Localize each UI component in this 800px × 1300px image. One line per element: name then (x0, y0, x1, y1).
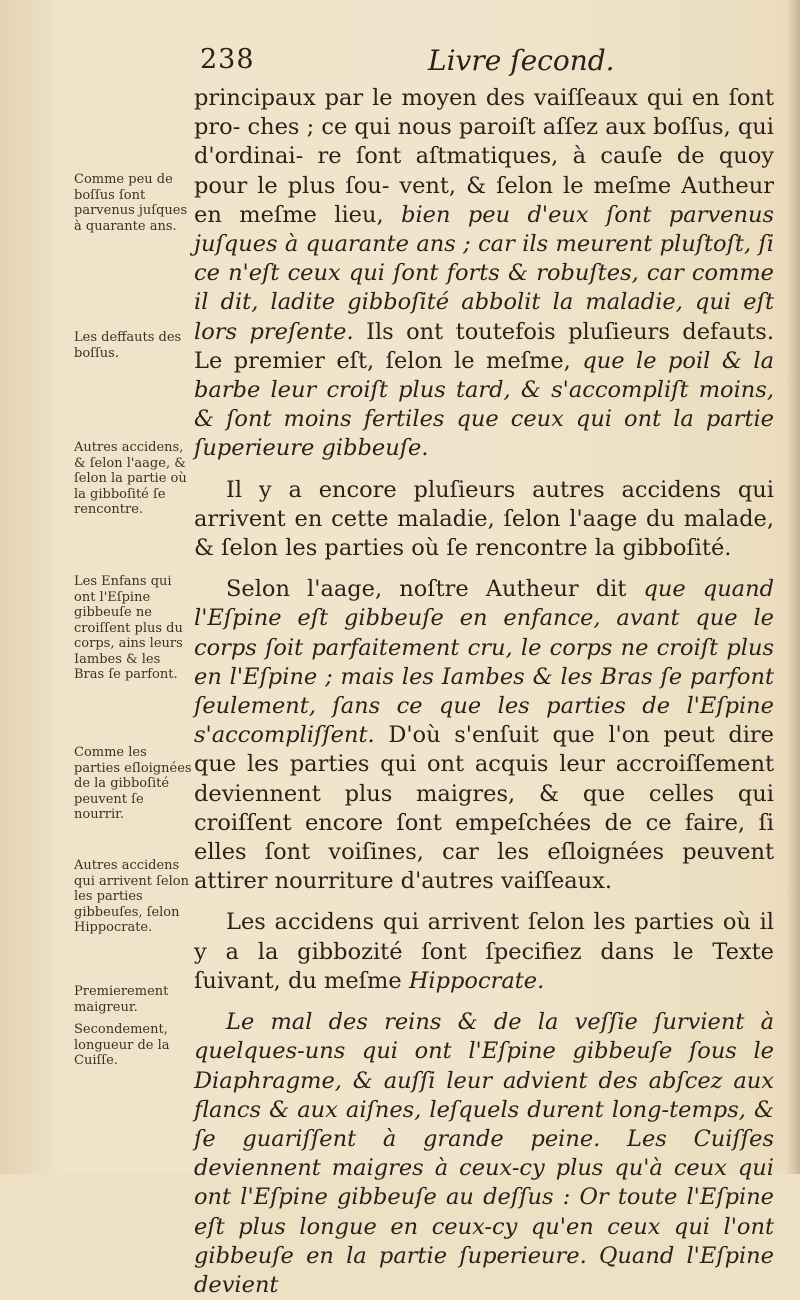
paragraph-1 (194, 84, 774, 464)
author-name: Hippocrate. (408, 967, 545, 994)
text-run: Selon l'aage, noſtre Autheur dit (226, 576, 644, 603)
margin-note-3: Autres accidens, & ſelon l'aage, & ſelon la partie où la gibboſité ſe rencontre. (74, 440, 187, 517)
running-head: Livre ſecond. (428, 44, 615, 77)
text-line: re ſont aſtmatiques, à cauſe de quoy pour le plus ſou- (194, 143, 774, 199)
paragraph-4 (194, 908, 774, 996)
margin-note-7: Premierement maigreur. (74, 984, 169, 1015)
text-line: ches ; ce qui nous paroiſt aſſez aux boſſus, qui d'ordinai- (194, 114, 774, 170)
page-header (200, 44, 770, 84)
text-line: Ils ont toutefois pluſieurs defauts. Le premier eſt, ſelon le meſme, (194, 318, 774, 374)
margin-note-2: Les deffauts des boſſus. (74, 330, 182, 361)
margin-note-5: Comme les parties eſloignées de la gibboſité peuvent ſe nourrir. (74, 745, 192, 822)
paragraph-3 (194, 575, 774, 896)
margin-note-8: Secondement, longueur de la Cuiſſe. (74, 1022, 170, 1068)
quote: que le poil & la barbe leur croiſt plus tard, & s'accompliſt moins, & ſont moins fertiles que ceux qui ont la partie ſuperieure gibbeuſe. (194, 347, 774, 462)
text-run: D'où s'enſuit que l'on peut dire que les parties qui ont acquis leur accroiſſement deviennent plus maigres, & que celles qui croiſſent encore ſont empeſchées de ce faire, ſi elles ſont voiſines, car les eſloignées peuvent attirer nourriture d'autres vaiſſeaux. (194, 722, 774, 895)
margin-note-6: Autres accidens qui arrivent ſelon les parties gibbeuſes, ſelon Hippocrate. (74, 858, 189, 935)
quote: que quand l'Eſpine eſt gibbeuſe en enfance, avant que le corps ſoit parfaitement cru, le corps ne croiſt plus en l'Eſpine ; mais les Iambes & les Bras ſe parfont ſeulement, ſans ce que les parties de l'Eſpine s'accompliſſent. (194, 576, 774, 749)
text-run: Les accidens qui arrivent ſelon les parties où il y a la gibbozité ſont ſpecifiez dans le Texte ſuivant, du meſme (194, 909, 774, 994)
text-line: vent, & ſelon le meſme Autheur en meſme lieu, (194, 172, 774, 228)
page-number: 238 (200, 44, 255, 75)
margin-note-1: Comme peu de boſſus ſont parvenus juſques à quarante ans. (74, 172, 188, 234)
margin-note-4: Les Enfans qui ont l'Eſpine gibbeuſe ne croiſſent plus du corps, ains leurs Iambes & les Bras ſe parfont. (74, 574, 183, 682)
quote: bien peu d'eux ſont parvenus juſques à quarante ans ; car ils meurent pluſtoſt, ſi ce n'eſt ceux qui ſont forts & robuſtes, car comme il dit, ladite gibboſité abbolit la maladie, qui eſt lors preſente. (194, 201, 774, 345)
paragraph-2: Il y a encore pluſieurs autres accidens qui arrivent en cette maladie, ſelon l'aage du malade, & ſelon les parties où ſe rencontre la gibboſité. (194, 476, 774, 562)
main-text (194, 84, 774, 1300)
text-line: principaux par le moyen des vaiſſeaux qui en ſont pro- (194, 85, 774, 141)
page-edge-shadow (786, 0, 800, 1174)
paragraph-5: Le mal des reins & de la veſſie ſurvient à quelques-uns qui ont l'Eſpine gibbeuſe ſous le Diaphragme, & auſſi leur advient des abſcez aux flancs & aux aiſnes, leſquels durent long-temps, & ſe guariſſent à grande peine. Les Cuiſſes deviennent maigres à ceux-cy plus qu'à ceux qui ont l'Eſpine gibbeuſe au deſſus : Or toute l'Eſpine eſt plus longue en ceux-cy qu'en ceux qui l'ont gibbeuſe en la partie ſuperieure. Quand l'Eſpine devient (194, 1009, 774, 1298)
